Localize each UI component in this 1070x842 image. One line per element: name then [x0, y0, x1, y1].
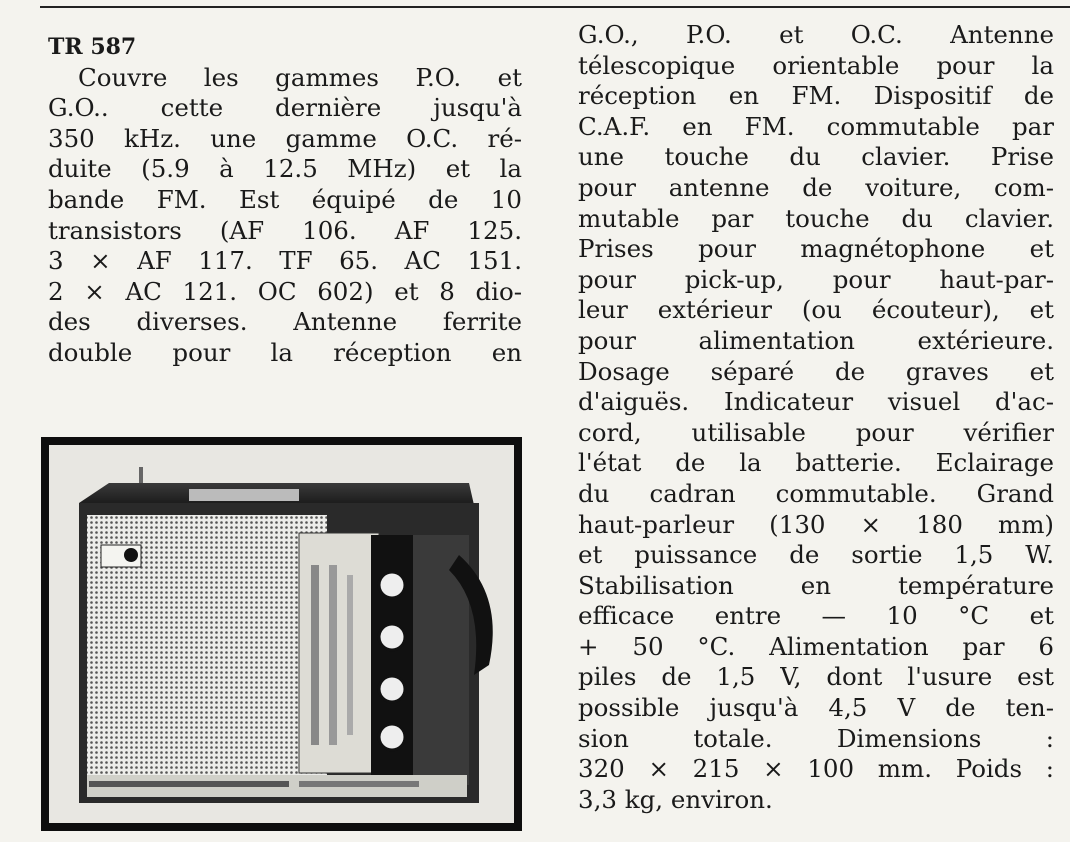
text-line: 3,3 kg, environ. [578, 784, 773, 814]
text-line: des diverses. Antenne ferrite [48, 307, 522, 337]
radio-photo-frame [41, 437, 522, 831]
text-line: efficace entre — 10 °C et [578, 601, 1054, 631]
text-line: G.O.. cette dernière jusqu'à [48, 93, 522, 123]
text-line: 320 × 215 × 100 mm. Poids : [578, 754, 1054, 784]
text-line: 350 kHz. une gamme O.C. ré- [48, 123, 522, 153]
text-line: cord, utilisable pour vérifier [578, 417, 1054, 447]
text-line: G.O., P.O. et O.C. Antenne [578, 20, 1054, 49]
text-line: d'aiguës. Indicateur visuel d'ac- [578, 387, 1054, 417]
top-rule [40, 6, 1070, 8]
text-line: transistors (AF 106. AF 125. [48, 215, 522, 245]
text-line: l'état de la batterie. Eclairage [578, 448, 1054, 478]
text-line: Stabilisation en température [578, 570, 1054, 600]
text-line: du cadran commutable. Grand [578, 478, 1054, 508]
text-line: double pour la réception en [48, 337, 522, 367]
text-line: 3 × AF 117. TF 65. AC 151. [48, 246, 522, 276]
text-line: duite (5.9 à 12.5 MHz) et la [48, 154, 522, 184]
text-line: télescopique orientable pour la [578, 50, 1054, 80]
text-line: une touche du clavier. Prise [578, 142, 1054, 172]
right-column-text [578, 20, 1054, 815]
text-line: réception en FM. Dispositif de [578, 81, 1054, 111]
text-line: pour alimentation extérieure. [578, 325, 1054, 355]
text-line: + 50 °C. Alimentation par 6 [578, 631, 1054, 661]
text-line: et puissance de sortie 1,5 W. [578, 540, 1054, 570]
text-line: possible jusqu'à 4,5 V de ten- [578, 693, 1054, 723]
left-column-text [48, 32, 522, 369]
text-line: bande FM. Est équipé de 10 [48, 184, 522, 214]
text-line: pour pick-up, pour haut-par- [578, 264, 1054, 294]
text-line: piles de 1,5 V, dont l'usure est [578, 662, 1054, 692]
portable-radio-illustration [49, 445, 514, 823]
radio-photo [49, 445, 514, 823]
text-line: sion totale. Dimensions : [578, 723, 1054, 753]
text-line: Prises pour magnétophone et [578, 234, 1054, 264]
text-line: Dosage séparé de graves et [578, 356, 1054, 386]
text-line: C.A.F. en FM. commutable par [578, 111, 1054, 141]
article-heading: TR 587 [48, 34, 137, 60]
text-line: haut-parleur (130 × 180 mm) [578, 509, 1054, 539]
text-line: mutable par touche du clavier. [578, 203, 1054, 233]
text-line: leur extérieur (ou écouteur), et [578, 295, 1054, 325]
text-line: pour antenne de voiture, com- [578, 172, 1054, 202]
text-line: 2 × AC 121. OC 602) et 8 dio- [48, 276, 522, 306]
text-line: Couvre les gammes P.O. et [78, 62, 522, 92]
